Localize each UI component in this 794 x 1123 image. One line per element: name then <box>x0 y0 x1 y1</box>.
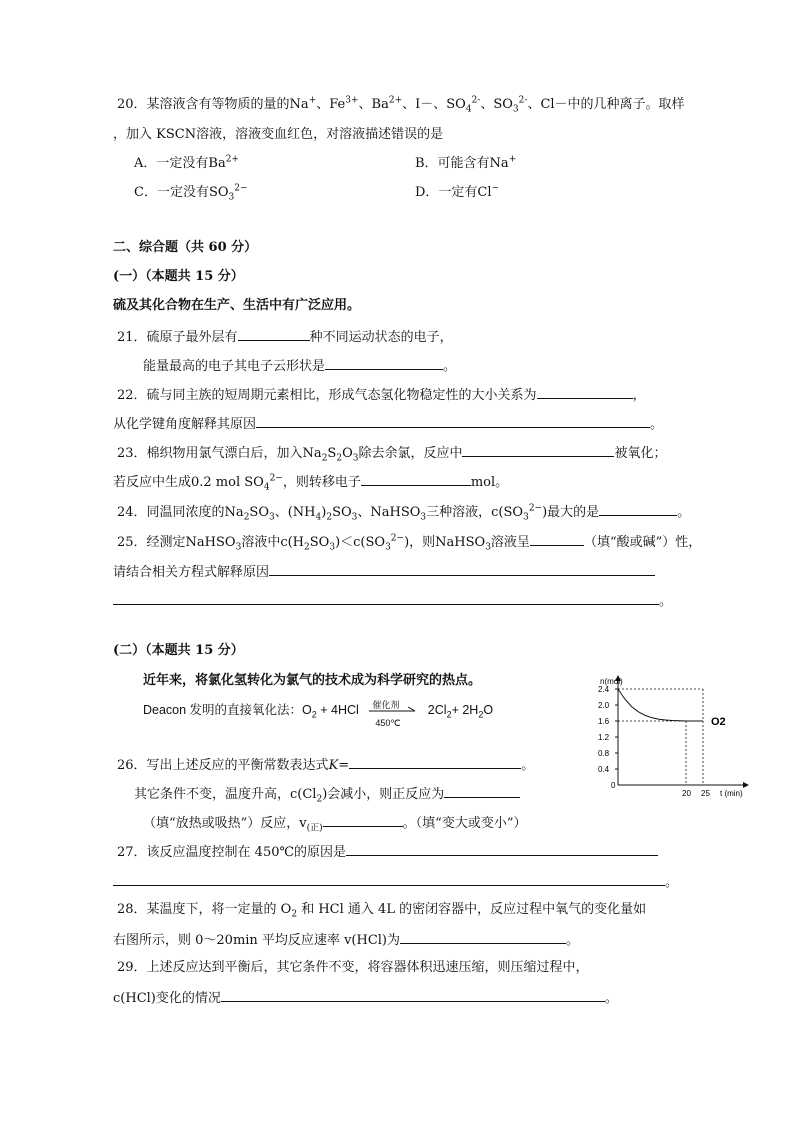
oxygen-amount-chart <box>596 672 756 802</box>
reaction-arrow: 催化剂 450℃ <box>368 702 418 720</box>
q25-line3: 。 <box>113 591 672 611</box>
x-axis-label: t (min) <box>720 789 743 798</box>
q28-line2: 右图所示，则 0～20min 平均反应速率 v(HCl)为 。 <box>113 930 579 950</box>
q21-blank2[interactable] <box>325 356 443 370</box>
q24-line: 24．同温同浓度的$Na_2SO_3$、$(NH_4)_2SO_3$、NaHSO$_3$三种溶液，$c(SO_3^{2-})$最大的是 。 <box>117 503 691 523</box>
q22-blank2[interactable] <box>256 414 650 428</box>
q23-blank1[interactable] <box>462 443 614 457</box>
y-tick-label: 2.0 <box>598 701 610 710</box>
y-tick-label: 2.4 <box>598 685 610 694</box>
q26-line1: 26．写出上述反应的平衡常数表达式K= 。 <box>117 755 534 775</box>
q22-line1: 22．硫与同主族的短周期元素相比，形成气态氢化物稳定性的大小关系为 ， <box>117 385 646 405</box>
q21-blank1[interactable] <box>238 327 310 341</box>
q23-line1: 23．棉织物用氯气漂白后，加入$Na_2S_2O_3$除去余氯，反应中 被氧化； <box>117 443 667 463</box>
q23-line2: 若反应中生成0.2 mol $SO_4^{2-}$，则转移电子 mol。 <box>113 473 509 493</box>
q26-blank2[interactable] <box>444 784 520 798</box>
q28-blank[interactable] <box>400 930 566 944</box>
q29-blank[interactable] <box>221 988 605 1002</box>
q27-line2: 。 <box>113 872 678 892</box>
q25-line2: 请结合相关方程式解释原因 <box>113 562 655 582</box>
q26-blank3[interactable] <box>323 813 403 827</box>
q21-line2: 能量最高的电子其电子云形状是 。 <box>143 356 456 376</box>
x-tick-label-0: 0 <box>611 781 616 790</box>
q21-line1: 21．硫原子最外层有 种不同运动状态的电子， <box>117 327 453 347</box>
q22-blank1[interactable] <box>537 385 633 399</box>
part2-intro: 近年来，将氯化氢转化为氯气的技术成为科学研究的热点。 <box>143 673 482 688</box>
q27-line1: 27．该反应温度控制在 450℃的原因是 <box>117 842 658 862</box>
section2-title: 二、综合题（共 60 分） <box>113 240 258 255</box>
q25-blank3[interactable] <box>113 591 659 605</box>
q20-option-d: D．一定有Cl− <box>415 183 500 200</box>
x-tick-label-20: 20 <box>682 789 691 798</box>
y-tick-label: 1.2 <box>598 733 610 742</box>
q26-line2: 其它条件不变，温度升高，$c(Cl_2)$会减小，则正反应为 <box>134 784 520 804</box>
q25-blank1[interactable] <box>530 532 584 546</box>
q23-blank2[interactable] <box>361 472 471 486</box>
q26-line3: （填“放热或吸热”）反应，$v_{(正)}$ 。（填“变大或变小”） <box>143 813 526 833</box>
q20-line2: ，加入 KSCN溶液，溶液变血红色，对溶液描述错误的是 <box>113 127 444 142</box>
part1-title: (一）（本题共 15 分） <box>113 269 244 284</box>
x-tick-label-25: 25 <box>701 789 710 798</box>
q20-line1: 20．某溶液含有等物质的量的Na+、$Fe^{3+}$、$Ba^{2+}$、I－、$SO_4^{2-}$、$SO_3^{2-}$、Cl－中的几种离子。取样 <box>117 95 685 115</box>
y-axis-label: n(mol) <box>600 677 623 686</box>
q24-blank[interactable] <box>599 502 677 516</box>
q20-option-b: B．可能含有Na+ <box>415 154 517 171</box>
y-tick-label: 1.6 <box>598 717 610 726</box>
y-tick-label: 0.8 <box>598 749 610 758</box>
q20-option-c: C．一定没有$SO_3^{2-}$ <box>134 183 248 203</box>
part1-intro: 硫及其化合物在生产、生活中有广泛应用。 <box>113 298 361 313</box>
q27-blank2[interactable] <box>113 872 665 886</box>
o2-series-line <box>618 689 703 721</box>
series-label-o2: O2 <box>711 716 726 728</box>
q27-blank1[interactable] <box>346 842 658 856</box>
y-tick-label: 0.4 <box>598 765 610 774</box>
q22-line2: 从化学键角度解释其原因 。 <box>113 414 663 434</box>
q29-line1: 29．上述反应达到平衡后，其它条件不变，将容器体积迅速压缩，则压缩过程中， <box>117 960 589 975</box>
part2-title: (二）（本题共 15 分） <box>113 643 244 658</box>
q20-option-a: A．一定没有$Ba^{2+}$ <box>134 154 239 171</box>
q28-line1: 28．某温度下，将一定量的 $O_2$ 和 HCl 通入 4L 的密闭容器中，反应过程中氧气的变化量如 <box>117 902 647 920</box>
q25-line1: 25．经测定NaHSO$_3$溶液中$c(H_2SO_3)<c(SO_3^{2-})$，则NaHSO$_3$溶液呈 （填“酸或碱”）性， <box>117 533 702 553</box>
q25-blank2[interactable] <box>269 562 655 576</box>
q26-blank1[interactable] <box>349 755 521 769</box>
deacon-equation: Deacon 发明的直接氧化法：$O_2 + 4HCl$ 催化剂 450℃ $2Cl_2+ 2H_2O$ <box>143 699 494 728</box>
q29-line2: c(HCl)变化的情况 。 <box>113 988 618 1008</box>
